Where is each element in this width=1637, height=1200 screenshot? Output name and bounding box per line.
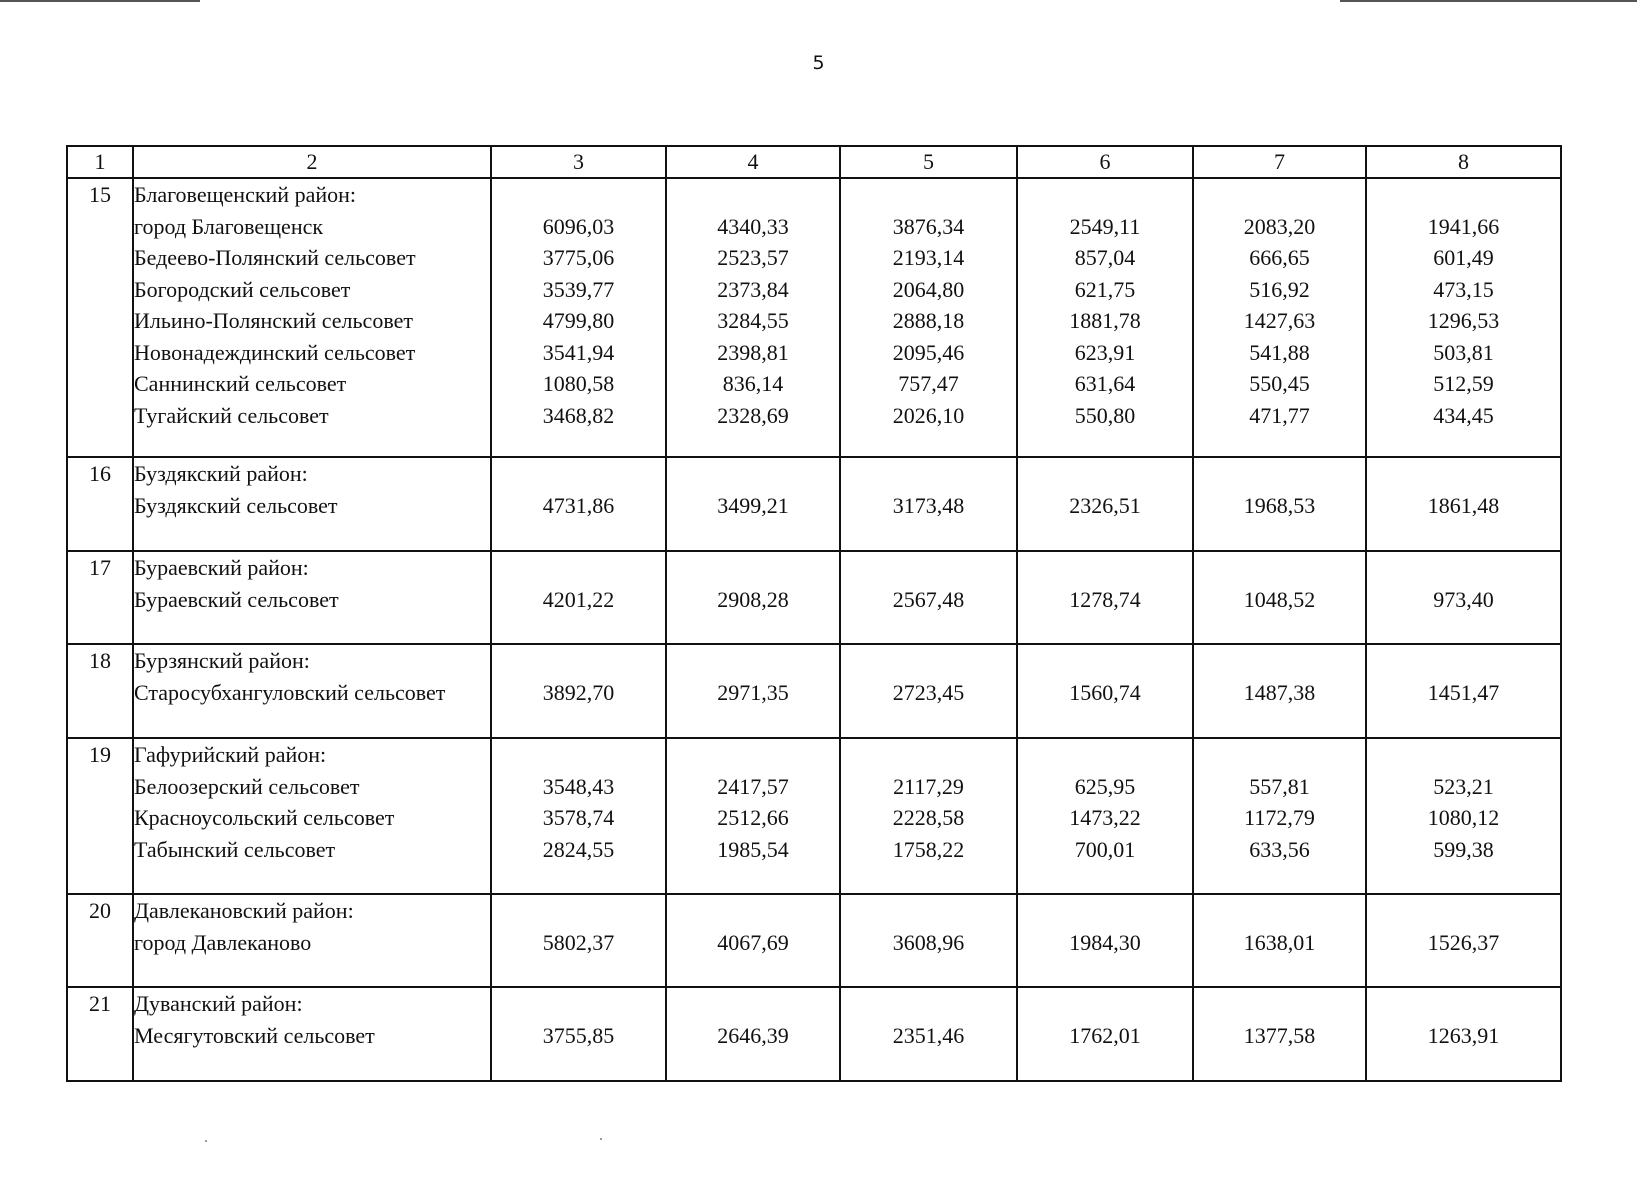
spacer <box>492 739 665 771</box>
value: 601,49 <box>1433 245 1494 270</box>
value-cell-col-5 <box>840 987 1017 1081</box>
spacer <box>841 895 1016 927</box>
value: 1263,91 <box>1427 1022 1500 1048</box>
name-cell <box>133 178 491 457</box>
value-cell-col-3 <box>491 987 666 1081</box>
value: 700,01 <box>1074 836 1136 862</box>
value: 2228,58 <box>892 805 965 830</box>
value: 2523,57 <box>717 245 789 270</box>
value-cell-col-5 <box>840 894 1017 987</box>
settlement-name: Буздякский сельсовет <box>134 492 338 518</box>
spacer <box>1194 988 1365 1020</box>
settlement-name: Белоозерский сельсовет <box>134 773 360 799</box>
value: 2723,45 <box>892 679 965 705</box>
settlement-name: Месягутовский сельсовет <box>134 1022 375 1048</box>
value: 523,21 <box>1433 773 1494 799</box>
name-cell <box>133 738 491 894</box>
table-row <box>67 551 1561 644</box>
row-number: 18 <box>67 644 133 738</box>
spacer <box>667 645 839 677</box>
value-cell-col-5 <box>840 178 1017 457</box>
spacer <box>492 895 665 927</box>
value: 2824,55 <box>542 836 615 862</box>
settlement-name: город Давлеканово <box>134 929 312 955</box>
spacer <box>1367 739 1560 771</box>
value: 4799,80 <box>542 308 615 333</box>
value-cell-col-3 <box>491 738 666 894</box>
value-cell-col-7 <box>1193 457 1366 551</box>
spacer <box>841 645 1016 677</box>
spacer <box>1367 645 1560 677</box>
header-cell: 2 <box>133 146 491 178</box>
header-cell: 4 <box>666 146 840 178</box>
value: 3173,48 <box>892 492 965 518</box>
row-number: 19 <box>67 738 133 894</box>
value-cell-col-4 <box>666 644 840 738</box>
value: 550,80 <box>1074 402 1136 428</box>
value-cell-col-6 <box>1017 178 1193 457</box>
name-cell <box>133 644 491 738</box>
value: 4340,33 <box>717 213 789 239</box>
spacer <box>1367 552 1560 584</box>
value: 1526,37 <box>1427 929 1500 955</box>
value: 3468,82 <box>542 402 615 428</box>
district-name: Давлекановский район: <box>134 898 354 923</box>
value-cell-col-7 <box>1193 894 1366 987</box>
settlement-name: Новонадеждинский сельсовет <box>134 339 416 365</box>
value: 2373,84 <box>717 276 789 302</box>
value-cell-col-6 <box>1017 457 1193 551</box>
value: 516,92 <box>1249 276 1310 302</box>
district-name: Благовещенский район: <box>134 182 356 207</box>
value-cell-col-7 <box>1193 644 1366 738</box>
page-number: 5 <box>812 52 825 74</box>
spacer <box>841 739 1016 771</box>
row-number: 21 <box>67 987 133 1081</box>
value-cell-col-8 <box>1366 738 1561 894</box>
value: 2417,57 <box>717 773 789 799</box>
value: 2326,51 <box>1069 492 1141 518</box>
value: 6096,03 <box>542 213 615 239</box>
value: 1048,52 <box>1243 586 1316 612</box>
value: 1487,38 <box>1243 679 1316 705</box>
spacer <box>667 179 839 211</box>
spacer <box>1018 739 1192 771</box>
header-row <box>67 146 1561 178</box>
value-cell-col-7 <box>1193 178 1366 457</box>
value: 633,56 <box>1249 836 1310 862</box>
value: 3541,94 <box>542 339 615 365</box>
value: 2351,46 <box>892 1022 965 1048</box>
district-name: Буздякский район: <box>134 461 308 486</box>
header-cell: 3 <box>491 146 666 178</box>
spacer <box>1367 179 1560 211</box>
value-cell-col-4 <box>666 987 840 1081</box>
spacer <box>1367 988 1560 1020</box>
value-cell-col-8 <box>1366 894 1561 987</box>
value: 1473,22 <box>1069 805 1141 830</box>
settlement-name: Бураевский сельсовет <box>134 586 339 612</box>
value: 1985,54 <box>717 836 789 862</box>
value-cell-col-4 <box>666 457 840 551</box>
value: 541,88 <box>1249 339 1310 365</box>
name-cell <box>133 551 491 644</box>
value-cell-col-6 <box>1017 738 1193 894</box>
value-cell-col-4 <box>666 178 840 457</box>
settlement-name: город Благовещенск <box>134 213 324 239</box>
value: 1296,53 <box>1427 308 1500 333</box>
value-cell-col-8 <box>1366 644 1561 738</box>
spacer <box>1194 739 1365 771</box>
value: 3892,70 <box>542 679 615 705</box>
spacer <box>667 988 839 1020</box>
value: 503,81 <box>1433 339 1494 365</box>
value: 2193,14 <box>892 245 965 270</box>
value-cell-col-4 <box>666 894 840 987</box>
district-name: Гафурийский район: <box>134 742 327 767</box>
spacer <box>1194 552 1365 584</box>
settlement-name: Бедеево-Полянский сельсовет <box>134 245 416 270</box>
value: 2646,39 <box>717 1022 789 1048</box>
name-cell <box>133 457 491 551</box>
spacer <box>1018 988 1192 1020</box>
value: 557,81 <box>1249 773 1310 799</box>
settlement-name: Богородский сельсовет <box>134 276 351 302</box>
value-cell-col-7 <box>1193 551 1366 644</box>
spacer <box>1194 458 1365 490</box>
spacer <box>841 552 1016 584</box>
district-name: Дуванский район: <box>134 991 303 1016</box>
value: 1968,53 <box>1243 492 1316 518</box>
value: 625,95 <box>1074 773 1136 799</box>
row-number: 16 <box>67 457 133 551</box>
value: 2026,10 <box>892 402 965 428</box>
value: 2567,48 <box>892 586 965 612</box>
value-cell-col-3 <box>491 457 666 551</box>
value: 857,04 <box>1074 245 1136 270</box>
value-cell-col-3 <box>491 644 666 738</box>
table-row <box>67 644 1561 738</box>
value: 1861,48 <box>1427 492 1500 518</box>
table-row <box>67 987 1561 1081</box>
value-cell-col-6 <box>1017 644 1193 738</box>
value-cell-col-8 <box>1366 987 1561 1081</box>
value: 1080,12 <box>1427 805 1500 830</box>
spacer <box>492 458 665 490</box>
value: 434,45 <box>1433 402 1494 428</box>
spacer <box>1194 895 1365 927</box>
spacer <box>841 458 1016 490</box>
value: 757,47 <box>898 371 959 396</box>
value: 3578,74 <box>542 805 615 830</box>
value: 4201,22 <box>542 586 615 612</box>
scan-speck <box>205 1140 207 1142</box>
row-number: 20 <box>67 894 133 987</box>
value: 1758,22 <box>892 836 965 862</box>
value-cell-col-4 <box>666 551 840 644</box>
value: 2328,69 <box>717 402 789 428</box>
value: 1427,63 <box>1243 308 1316 333</box>
value: 3775,06 <box>542 245 615 270</box>
spacer <box>667 895 839 927</box>
value: 2083,20 <box>1243 213 1316 239</box>
value: 1941,66 <box>1427 213 1500 239</box>
spacer <box>1018 895 1192 927</box>
value: 2095,46 <box>892 339 965 365</box>
value: 631,64 <box>1074 371 1136 396</box>
table-body <box>67 178 1561 1081</box>
value: 3499,21 <box>717 492 789 518</box>
header-cell: 8 <box>1366 146 1561 178</box>
spacer <box>492 988 665 1020</box>
value: 5802,37 <box>542 929 615 955</box>
value: 623,91 <box>1074 339 1136 365</box>
value: 3284,55 <box>717 308 789 333</box>
value: 2971,35 <box>717 679 789 705</box>
value-cell-col-5 <box>840 457 1017 551</box>
value-cell-col-3 <box>491 894 666 987</box>
spacer <box>1018 458 1192 490</box>
spacer <box>1367 458 1560 490</box>
name-cell <box>133 987 491 1081</box>
settlement-name: Красноусольский сельсовет <box>134 805 395 830</box>
value: 4067,69 <box>717 929 789 955</box>
value: 1172,79 <box>1244 805 1315 830</box>
value: 836,14 <box>722 371 784 396</box>
table-row <box>67 738 1561 894</box>
value: 666,65 <box>1249 245 1310 270</box>
value-cell-col-4 <box>666 738 840 894</box>
spacer <box>492 552 665 584</box>
value: 1881,78 <box>1069 308 1141 333</box>
spacer <box>841 988 1016 1020</box>
top-edge-line-left <box>0 0 200 2</box>
value: 973,40 <box>1433 586 1494 612</box>
header-cell: 6 <box>1017 146 1193 178</box>
table-row <box>67 457 1561 551</box>
value: 1451,47 <box>1427 679 1500 705</box>
value: 3608,96 <box>892 929 965 955</box>
value: 2549,11 <box>1069 213 1141 239</box>
value: 621,75 <box>1074 276 1136 302</box>
value-cell-col-5 <box>840 551 1017 644</box>
table-row <box>67 894 1561 987</box>
value-cell-col-6 <box>1017 894 1193 987</box>
value-cell-col-7 <box>1193 738 1366 894</box>
settlement-name: Саннинский сельсовет <box>134 371 347 396</box>
top-edge-line-right <box>1340 0 1637 2</box>
value-cell-col-7 <box>1193 987 1366 1081</box>
value: 3876,34 <box>892 213 965 239</box>
settlement-name: Ильино-Полянский сельсовет <box>134 308 413 333</box>
data-table <box>66 145 1562 1082</box>
settlement-name: Старосубхангуловский сельсовет <box>134 679 446 705</box>
value: 3539,77 <box>542 276 615 302</box>
value: 1278,74 <box>1069 586 1141 612</box>
value: 1984,30 <box>1069 929 1141 955</box>
value: 3755,85 <box>542 1022 615 1048</box>
value: 1080,58 <box>542 371 615 396</box>
scan-speck <box>600 1138 602 1140</box>
spacer <box>1018 552 1192 584</box>
row-number: 17 <box>67 551 133 644</box>
value-cell-col-5 <box>840 644 1017 738</box>
value-cell-col-8 <box>1366 178 1561 457</box>
value: 2908,28 <box>717 586 789 612</box>
value: 473,15 <box>1433 276 1494 302</box>
value: 2064,80 <box>892 276 965 302</box>
value: 550,45 <box>1249 371 1310 396</box>
value: 1762,01 <box>1069 1022 1141 1048</box>
spacer <box>841 179 1016 211</box>
spacer <box>667 458 839 490</box>
value-cell-col-6 <box>1017 987 1193 1081</box>
value: 3548,43 <box>542 773 615 799</box>
spacer <box>1018 179 1192 211</box>
spacer <box>492 179 665 211</box>
district-name: Бурзянский район: <box>134 648 310 673</box>
header-cell: 5 <box>840 146 1017 178</box>
value-cell-col-6 <box>1017 551 1193 644</box>
spacer <box>667 739 839 771</box>
spacer <box>1367 895 1560 927</box>
value-cell-col-3 <box>491 178 666 457</box>
value: 2398,81 <box>717 339 789 365</box>
spacer <box>492 645 665 677</box>
district-name: Бураевский район: <box>134 555 309 580</box>
name-cell <box>133 894 491 987</box>
value: 1638,01 <box>1243 929 1316 955</box>
table-row <box>67 178 1561 457</box>
spacer <box>1194 645 1365 677</box>
value: 1560,74 <box>1069 679 1141 705</box>
value-cell-col-8 <box>1366 457 1561 551</box>
header-cell: 7 <box>1193 146 1366 178</box>
value-cell-col-8 <box>1366 551 1561 644</box>
settlement-name: Табынский сельсовет <box>134 836 336 862</box>
spacer <box>1194 179 1365 211</box>
header-cell: 1 <box>67 146 133 178</box>
settlement-name: Тугайский сельсовет <box>134 402 329 428</box>
value: 4731,86 <box>542 492 615 518</box>
value: 2117,29 <box>893 773 964 799</box>
value: 599,38 <box>1433 836 1494 862</box>
value: 1377,58 <box>1243 1022 1316 1048</box>
value: 2888,18 <box>892 308 965 333</box>
value: 512,59 <box>1433 371 1494 396</box>
spacer <box>667 552 839 584</box>
value: 471,77 <box>1249 402 1310 428</box>
row-number: 15 <box>67 178 133 457</box>
spacer <box>1018 645 1192 677</box>
value: 2512,66 <box>717 805 789 830</box>
value-cell-col-5 <box>840 738 1017 894</box>
value-cell-col-3 <box>491 551 666 644</box>
